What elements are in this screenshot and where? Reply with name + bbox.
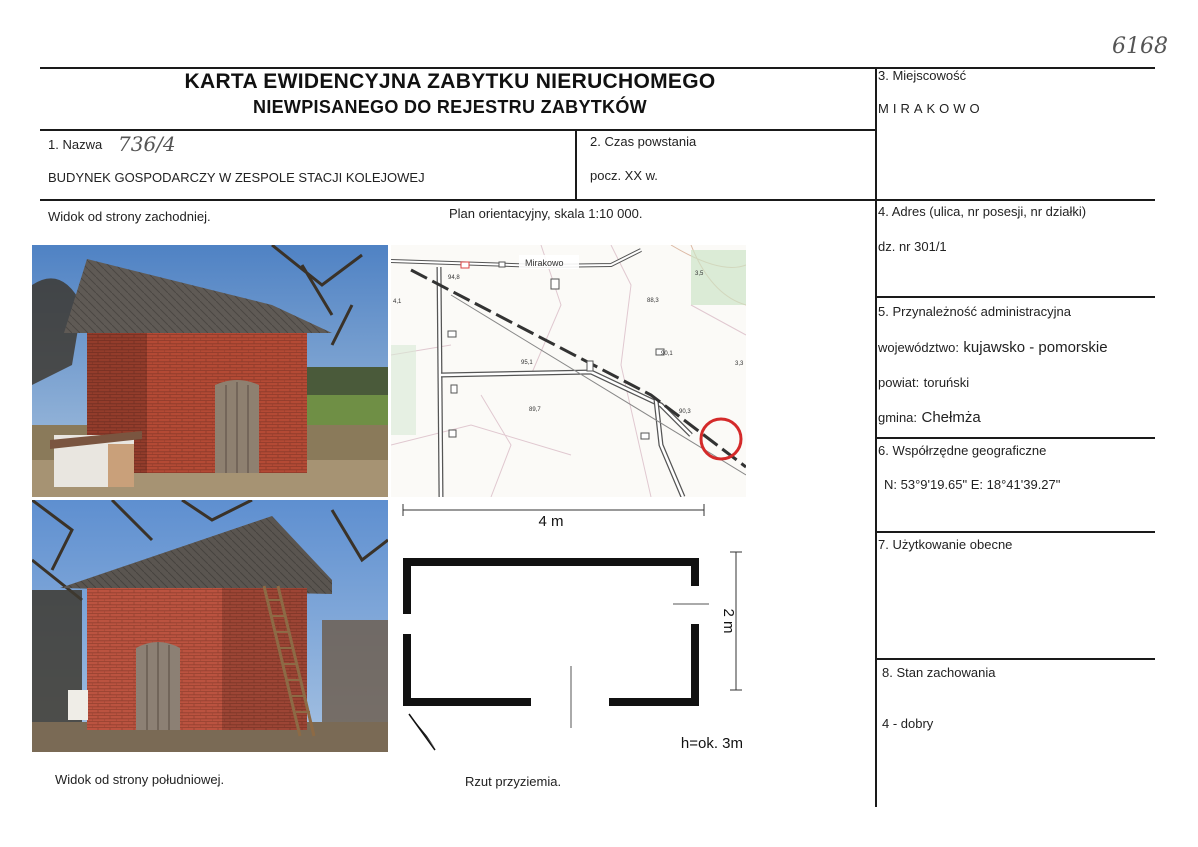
south-view-photo — [32, 500, 388, 752]
card-title-line-2: NIEWPISANEGO DO REJESTRU ZABYTKÓW — [253, 97, 647, 117]
coords-label: 6. Współrzędne geograficzne — [878, 443, 1047, 458]
commune-row — [878, 409, 981, 427]
map-spot-height: 95,1 — [521, 360, 533, 366]
plan-height-label: h=ok. 3m — [680, 735, 743, 752]
floor-plan-drawing — [391, 500, 746, 755]
map-spot-height: 94,8 — [448, 275, 460, 281]
address-label: 4. Adres (ulica, nr posesji, nr działki) — [878, 204, 1087, 219]
county-row — [878, 374, 969, 392]
right-rule-7 — [875, 658, 1155, 660]
address-value: dz. nr 301/1 — [878, 239, 947, 254]
map-spot-height: 90,1 — [661, 351, 673, 357]
west-view-photo — [32, 245, 388, 497]
map-spot-height: 88,3 — [647, 298, 659, 304]
time-label: 2. Czas powstania — [590, 134, 697, 149]
orientation-map — [391, 245, 746, 497]
right-rule-5 — [875, 437, 1155, 439]
commune-value: Chełmża — [921, 409, 981, 426]
table-top-rule — [40, 67, 1155, 69]
map-caption: Plan orientacyjny, skala 1:10 000. — [449, 206, 643, 221]
map-place-label: Mirakowo — [525, 258, 564, 268]
map-spot-height: 89,7 — [529, 407, 541, 413]
time-value: pocz. XX w. — [590, 168, 658, 183]
right-rule-4 — [875, 296, 1155, 298]
map-spot-height: 3,3 — [735, 361, 744, 367]
name-time-divider — [575, 129, 577, 199]
archive-number-handwritten: 6168 — [1112, 34, 1168, 59]
usage-label: 7. Użytkowanie obecne — [878, 537, 1013, 552]
floor-plan-caption: Rzut przyziemia. — [465, 774, 562, 789]
card-title-line-1: KARTA EWIDENCYJNA ZABYTKU NIERUCHOMEGO — [184, 70, 716, 93]
voivodeship-value: kujawsko - pomorskie — [963, 339, 1108, 356]
county-label: powiat: — [878, 375, 920, 390]
coords-value: N: 53°9'19.65" E: 18°41'39.27" — [884, 477, 1061, 492]
map-spot-height: 4,1 — [393, 299, 402, 305]
fields-bottom-rule — [40, 199, 875, 201]
commune-label: gmina: — [878, 410, 918, 425]
map-spot-height: 3,5 — [695, 271, 704, 277]
map-spot-height: 90,3 — [679, 409, 691, 415]
plan-depth-label: 2 m — [720, 608, 737, 634]
condition-value: 4 - dobry — [882, 716, 934, 731]
plan-width-label: 4 m — [538, 513, 564, 530]
county-value: toruński — [923, 375, 970, 390]
voivodeship-row — [878, 339, 1108, 357]
locality-value: MIRAKOWO — [878, 101, 984, 116]
name-label: 1. Nazwa — [48, 137, 103, 152]
south-view-caption: Widok od strony południowej. — [55, 772, 225, 787]
admin-label: 5. Przynależność administracyjna — [878, 304, 1071, 319]
west-view-caption: Widok od strony zachodniej. — [48, 209, 211, 224]
locality-label: 3. Miejscowość — [878, 68, 967, 83]
right-rule-6 — [875, 531, 1155, 533]
name-value: BUDYNEK GOSPODARCZY W ZESPOLE STACJI KOLEJOWEJ — [48, 170, 425, 185]
voivodeship-label: województwo: — [878, 340, 959, 355]
name-handwritten-number: 736/4 — [118, 132, 176, 156]
right-rule-3 — [875, 199, 1155, 201]
title-bottom-rule — [40, 129, 875, 131]
condition-label: 8. Stan zachowania — [882, 665, 996, 680]
